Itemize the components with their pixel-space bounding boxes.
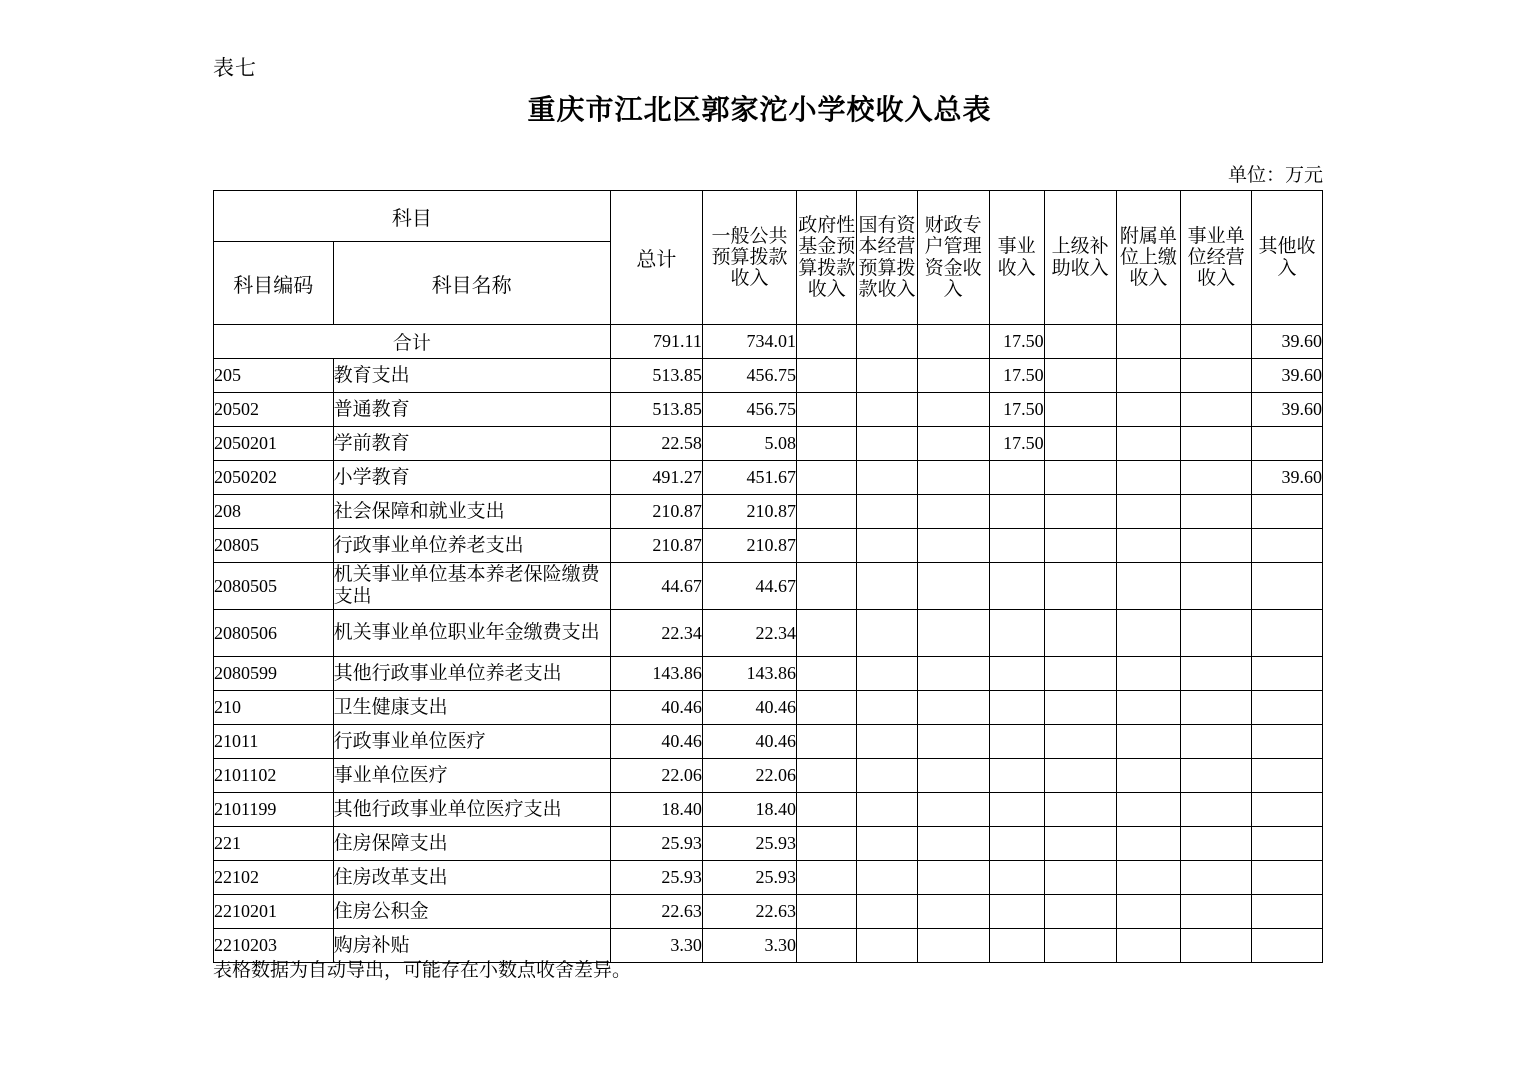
row-subject-code: 20805 (214, 529, 334, 563)
table-header-row-1 (214, 191, 1323, 242)
row-subordinate-paid (1116, 427, 1181, 461)
row-superior-subsidy (1044, 929, 1116, 963)
row-gov-fund (797, 759, 857, 793)
table-row-total (214, 325, 1323, 359)
table-body (214, 325, 1323, 963)
row-gov-fund (797, 427, 857, 461)
row-total: 210.87 (610, 529, 702, 563)
table-row (214, 529, 1323, 563)
row-other-income (1252, 827, 1323, 861)
row-total: 22.34 (610, 610, 702, 657)
row-superior-subsidy (1044, 861, 1116, 895)
row-general-budget: 456.75 (702, 393, 796, 427)
income-summary-table (213, 190, 1323, 963)
row-special-account (917, 759, 989, 793)
row-subordinate-paid (1116, 529, 1181, 563)
row-other-income (1252, 427, 1323, 461)
row-special-account (917, 929, 989, 963)
row-business-operating (1181, 610, 1252, 657)
row-total: 44.67 (610, 563, 702, 610)
row-total: 513.85 (610, 359, 702, 393)
row-business-operating (1181, 359, 1252, 393)
table-row (214, 759, 1323, 793)
row-subject-name: 其他行政事业单位医疗支出 (333, 793, 610, 827)
row-subordinate-paid (1116, 393, 1181, 427)
row-superior-subsidy (1044, 359, 1116, 393)
row-gov-fund (797, 657, 857, 691)
row-state-capital (857, 793, 917, 827)
row-state-capital (857, 691, 917, 725)
table-row (214, 895, 1323, 929)
row-subject-name: 机关事业单位基本养老保险缴费支出 (333, 563, 610, 610)
row-special-account (917, 495, 989, 529)
row-subject-code: 2101199 (214, 793, 334, 827)
row-gov-fund (797, 610, 857, 657)
header-state-capital: 国有资本经营预算拨款收入 (857, 191, 917, 325)
row-subject-code: 21011 (214, 725, 334, 759)
table-row (214, 495, 1323, 529)
row-gov-fund (797, 393, 857, 427)
row-state-capital (857, 529, 917, 563)
row-business-income (989, 861, 1044, 895)
table-row (214, 861, 1323, 895)
row-business-income (989, 610, 1044, 657)
row-special-account (917, 895, 989, 929)
row-business-income (989, 691, 1044, 725)
row-business-operating (1181, 461, 1252, 495)
row-state-capital (857, 725, 917, 759)
row-other-income: 39.60 (1252, 393, 1323, 427)
row-business-income (989, 827, 1044, 861)
row-business-operating (1181, 563, 1252, 610)
header-subordinate-paid: 附属单位上缴收入 (1116, 191, 1181, 325)
row-state-capital (857, 929, 917, 963)
total-row-other-income: 39.60 (1252, 325, 1323, 359)
row-subordinate-paid (1116, 610, 1181, 657)
row-subject-name: 住房公积金 (333, 895, 610, 929)
row-gov-fund (797, 529, 857, 563)
row-total: 22.58 (610, 427, 702, 461)
row-subject-name: 学前教育 (333, 427, 610, 461)
row-subordinate-paid (1116, 793, 1181, 827)
row-other-income: 39.60 (1252, 461, 1323, 495)
row-general-budget: 456.75 (702, 359, 796, 393)
row-superior-subsidy (1044, 495, 1116, 529)
row-subject-name: 住房改革支出 (333, 861, 610, 895)
header-subject-code: 科目编码 (214, 242, 334, 325)
row-state-capital (857, 827, 917, 861)
row-subordinate-paid (1116, 691, 1181, 725)
row-gov-fund (797, 461, 857, 495)
row-subject-code: 221 (214, 827, 334, 861)
row-subject-name: 教育支出 (333, 359, 610, 393)
row-general-budget: 22.34 (702, 610, 796, 657)
row-state-capital (857, 563, 917, 610)
row-subordinate-paid (1116, 359, 1181, 393)
total-row-state-capital (857, 325, 917, 359)
row-subject-name: 社会保障和就业支出 (333, 495, 610, 529)
table-row (214, 359, 1323, 393)
table-footnote: 表格数据为自动导出，可能存在小数点收舍差异。 (213, 959, 632, 981)
row-superior-subsidy (1044, 529, 1116, 563)
row-general-budget: 210.87 (702, 529, 796, 563)
row-business-income: 17.50 (989, 393, 1044, 427)
table-row (214, 691, 1323, 725)
row-special-account (917, 691, 989, 725)
row-superior-subsidy (1044, 563, 1116, 610)
row-other-income (1252, 793, 1323, 827)
row-subordinate-paid (1116, 725, 1181, 759)
header-superior-subsidy: 上级补助收入 (1044, 191, 1116, 325)
total-row-label: 合计 (214, 325, 611, 359)
row-subject-name: 普通教育 (333, 393, 610, 427)
row-subject-name: 小学教育 (333, 461, 610, 495)
row-subordinate-paid (1116, 657, 1181, 691)
row-business-income (989, 461, 1044, 495)
row-subordinate-paid (1116, 759, 1181, 793)
row-general-budget: 3.30 (702, 929, 796, 963)
header-other-income: 其他收入 (1252, 191, 1323, 325)
page-title: 重庆市江北区郭家沱小学校收入总表 (527, 95, 992, 126)
row-business-income (989, 657, 1044, 691)
row-gov-fund (797, 563, 857, 610)
row-subject-code: 208 (214, 495, 334, 529)
row-business-operating (1181, 861, 1252, 895)
total-row-gov-fund (797, 325, 857, 359)
header-gov-fund: 政府性基金预算拨款收入 (797, 191, 857, 325)
row-subordinate-paid (1116, 563, 1181, 610)
row-general-budget: 25.93 (702, 861, 796, 895)
row-total: 18.40 (610, 793, 702, 827)
row-business-income (989, 759, 1044, 793)
row-general-budget: 22.63 (702, 895, 796, 929)
header-subject-name: 科目名称 (333, 242, 610, 325)
row-other-income (1252, 563, 1323, 610)
row-subject-name: 住房保障支出 (333, 827, 610, 861)
total-row-business-income: 17.50 (989, 325, 1044, 359)
row-business-income (989, 495, 1044, 529)
row-general-budget: 143.86 (702, 657, 796, 691)
row-general-budget: 25.93 (702, 827, 796, 861)
row-other-income (1252, 759, 1323, 793)
row-special-account (917, 725, 989, 759)
row-subject-code: 2210203 (214, 929, 334, 963)
row-state-capital (857, 861, 917, 895)
row-gov-fund (797, 827, 857, 861)
row-subordinate-paid (1116, 861, 1181, 895)
row-superior-subsidy (1044, 691, 1116, 725)
row-subject-code: 2210201 (214, 895, 334, 929)
table-row (214, 563, 1323, 610)
header-total: 总计 (610, 191, 702, 325)
row-total: 22.63 (610, 895, 702, 929)
row-subordinate-paid (1116, 461, 1181, 495)
row-superior-subsidy (1044, 657, 1116, 691)
row-subject-code: 210 (214, 691, 334, 725)
row-general-budget: 451.67 (702, 461, 796, 495)
row-state-capital (857, 495, 917, 529)
row-business-operating (1181, 529, 1252, 563)
row-business-operating (1181, 657, 1252, 691)
row-other-income (1252, 861, 1323, 895)
row-other-income (1252, 529, 1323, 563)
table-row (214, 393, 1323, 427)
row-state-capital (857, 895, 917, 929)
total-row-business-operating (1181, 325, 1252, 359)
row-subject-name: 事业单位医疗 (333, 759, 610, 793)
row-gov-fund (797, 691, 857, 725)
row-subject-code: 2050202 (214, 461, 334, 495)
row-subject-name: 购房补贴 (333, 929, 610, 963)
header-business-income: 事业收入 (989, 191, 1044, 325)
row-gov-fund (797, 725, 857, 759)
row-special-account (917, 827, 989, 861)
row-other-income (1252, 691, 1323, 725)
row-gov-fund (797, 929, 857, 963)
table-row (214, 827, 1323, 861)
row-subordinate-paid (1116, 895, 1181, 929)
row-subject-code: 2080599 (214, 657, 334, 691)
row-subject-code: 2050201 (214, 427, 334, 461)
table-row (214, 610, 1323, 657)
row-other-income (1252, 495, 1323, 529)
row-superior-subsidy (1044, 610, 1116, 657)
header-general-budget: 一般公共预算拨款收入 (702, 191, 796, 325)
row-other-income (1252, 657, 1323, 691)
row-subject-name: 卫生健康支出 (333, 691, 610, 725)
table-row (214, 725, 1323, 759)
row-state-capital (857, 610, 917, 657)
row-business-operating (1181, 691, 1252, 725)
row-special-account (917, 610, 989, 657)
row-total: 143.86 (610, 657, 702, 691)
row-subject-name: 其他行政事业单位养老支出 (333, 657, 610, 691)
row-total: 491.27 (610, 461, 702, 495)
row-general-budget: 40.46 (702, 691, 796, 725)
row-special-account (917, 657, 989, 691)
header-business-operating: 事业单位经营收入 (1181, 191, 1252, 325)
row-state-capital (857, 759, 917, 793)
row-subject-name: 行政事业单位养老支出 (333, 529, 610, 563)
row-subordinate-paid (1116, 827, 1181, 861)
total-row-total: 791.11 (610, 325, 702, 359)
row-gov-fund (797, 495, 857, 529)
row-subject-code: 205 (214, 359, 334, 393)
row-business-income (989, 563, 1044, 610)
row-other-income (1252, 610, 1323, 657)
header-subject-group: 科目 (214, 191, 611, 242)
row-general-budget: 44.67 (702, 563, 796, 610)
row-special-account (917, 563, 989, 610)
row-state-capital (857, 359, 917, 393)
row-general-budget: 22.06 (702, 759, 796, 793)
row-subordinate-paid (1116, 495, 1181, 529)
row-business-operating (1181, 393, 1252, 427)
row-other-income: 39.60 (1252, 359, 1323, 393)
row-business-operating (1181, 929, 1252, 963)
row-superior-subsidy (1044, 793, 1116, 827)
row-general-budget: 40.46 (702, 725, 796, 759)
header-special-account: 财政专户管理资金收入 (917, 191, 989, 325)
row-total: 22.06 (610, 759, 702, 793)
row-total: 3.30 (610, 929, 702, 963)
row-subordinate-paid (1116, 929, 1181, 963)
row-total: 25.93 (610, 827, 702, 861)
row-special-account (917, 359, 989, 393)
row-total: 210.87 (610, 495, 702, 529)
row-superior-subsidy (1044, 725, 1116, 759)
row-gov-fund (797, 359, 857, 393)
row-superior-subsidy (1044, 895, 1116, 929)
row-total: 25.93 (610, 861, 702, 895)
row-business-operating (1181, 827, 1252, 861)
row-total: 513.85 (610, 393, 702, 427)
row-state-capital (857, 393, 917, 427)
row-subject-code: 22102 (214, 861, 334, 895)
row-state-capital (857, 427, 917, 461)
row-business-income (989, 929, 1044, 963)
total-row-special-account (917, 325, 989, 359)
total-row-superior-subsidy (1044, 325, 1116, 359)
row-business-operating (1181, 895, 1252, 929)
row-superior-subsidy (1044, 759, 1116, 793)
row-other-income (1252, 895, 1323, 929)
row-total: 40.46 (610, 725, 702, 759)
row-business-operating (1181, 427, 1252, 461)
row-gov-fund (797, 861, 857, 895)
row-business-income (989, 895, 1044, 929)
row-general-budget: 210.87 (702, 495, 796, 529)
row-state-capital (857, 461, 917, 495)
row-state-capital (857, 657, 917, 691)
row-superior-subsidy (1044, 827, 1116, 861)
row-special-account (917, 529, 989, 563)
row-gov-fund (797, 793, 857, 827)
row-subject-code: 20502 (214, 393, 334, 427)
row-superior-subsidy (1044, 461, 1116, 495)
row-business-income (989, 529, 1044, 563)
row-business-income (989, 793, 1044, 827)
table-row (214, 427, 1323, 461)
row-business-operating (1181, 495, 1252, 529)
row-special-account (917, 861, 989, 895)
row-special-account (917, 427, 989, 461)
row-superior-subsidy (1044, 393, 1116, 427)
total-row-subordinate-paid (1116, 325, 1181, 359)
row-general-budget: 18.40 (702, 793, 796, 827)
row-special-account (917, 793, 989, 827)
row-business-income (989, 725, 1044, 759)
row-subject-code: 2101102 (214, 759, 334, 793)
row-business-income: 17.50 (989, 427, 1044, 461)
row-subject-name: 机关事业单位职业年金缴费支出 (333, 610, 610, 657)
row-business-income: 17.50 (989, 359, 1044, 393)
table-row (214, 793, 1323, 827)
row-subject-name: 行政事业单位医疗 (333, 725, 610, 759)
row-subject-code: 2080505 (214, 563, 334, 610)
unit-note: 单位：万元 (1227, 165, 1323, 186)
row-special-account (917, 393, 989, 427)
row-business-operating (1181, 793, 1252, 827)
row-superior-subsidy (1044, 427, 1116, 461)
row-other-income (1252, 929, 1323, 963)
row-special-account (917, 461, 989, 495)
row-gov-fund (797, 895, 857, 929)
row-subject-code: 2080506 (214, 610, 334, 657)
form-number: 表七 (213, 56, 257, 80)
table-row (214, 657, 1323, 691)
row-general-budget: 5.08 (702, 427, 796, 461)
table-row (214, 461, 1323, 495)
row-business-operating (1181, 725, 1252, 759)
row-total: 40.46 (610, 691, 702, 725)
row-other-income (1252, 725, 1323, 759)
row-business-operating (1181, 759, 1252, 793)
total-row-general-budget: 734.01 (702, 325, 796, 359)
